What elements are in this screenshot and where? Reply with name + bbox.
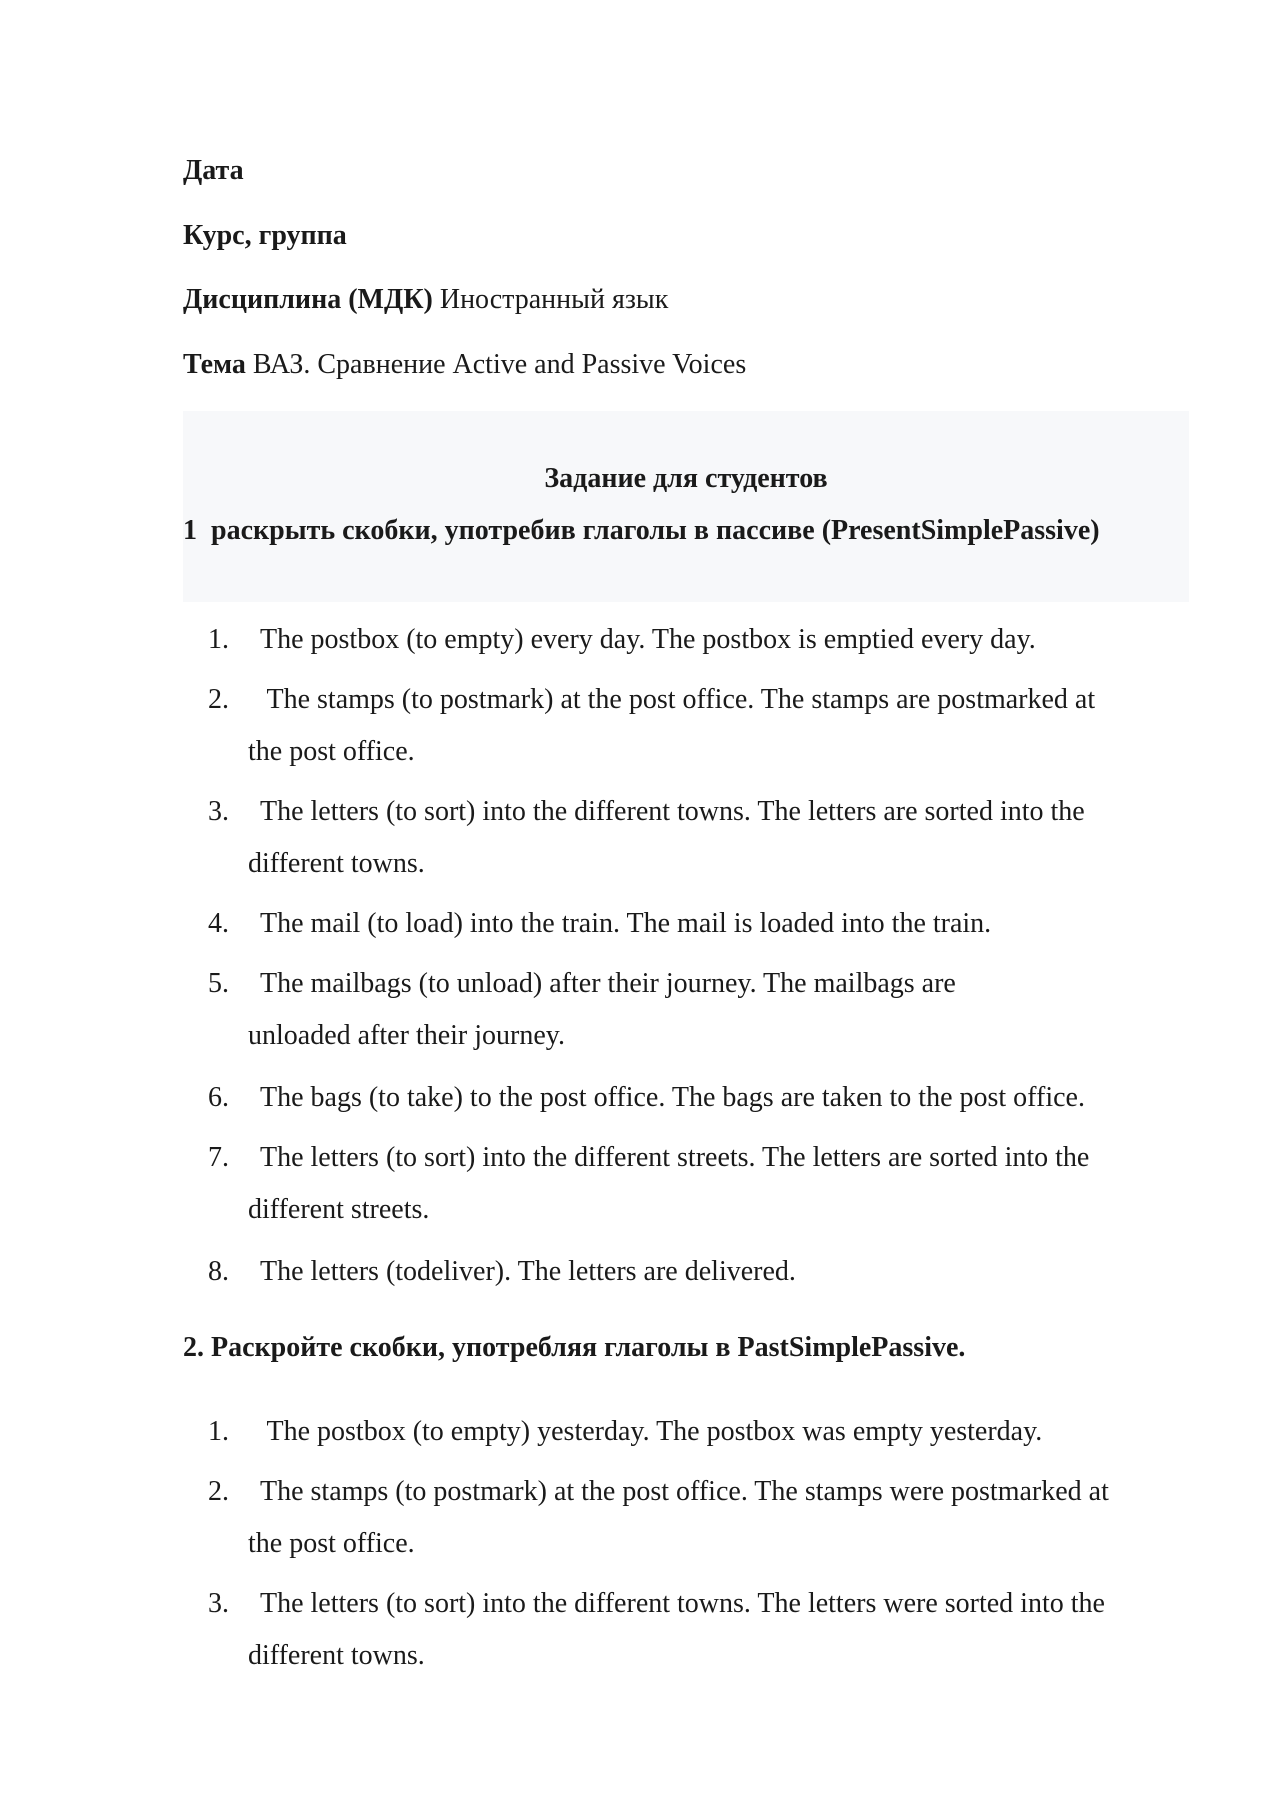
- list1-item-8: [208, 1246, 1188, 1298]
- discipline-label: Дисциплина (МДК): [183, 284, 433, 315]
- topic-value: ВАЗ. Сравнение Active and Passive Voices: [252, 349, 747, 380]
- list1-item-4: [208, 898, 1188, 950]
- list1-item-number: 1.: [208, 624, 229, 655]
- list1-item-number: 8.: [208, 1256, 229, 1287]
- course-label: Курс, группа: [183, 220, 347, 251]
- list2-item-1: [208, 1406, 1188, 1458]
- list2-item-number: 3.: [208, 1588, 229, 1619]
- task-title: Задание для студентов: [544, 463, 828, 494]
- list2-item-number: 2.: [208, 1476, 229, 1507]
- list1-item-number: 3.: [208, 796, 229, 827]
- list1-item-continuation: the post office.: [248, 736, 415, 767]
- list1-item-text: The letters (todeliver). The letters are delivered.: [260, 1256, 796, 1287]
- list2-item-text: The stamps (to postmark) at the post office. The stamps were postmarked at: [260, 1476, 1109, 1507]
- list2-item-number: 1.: [208, 1416, 229, 1447]
- list1-item-text: The mail (to load) into the train. The mail is loaded into the train.: [260, 908, 992, 939]
- section2-heading: 2. Раскройте скобки, употребляя глаголы в PastSimplePassive.: [183, 1332, 966, 1363]
- list1-item-text: The postbox (to empty) every day. The postbox is emptied every day.: [260, 624, 1036, 655]
- task-instruction-text: раскрыть скобки, употребив глаголы в пассиве (PresentSimplePassive): [211, 515, 1100, 546]
- list1-item-text: The letters (to sort) into the different streets. The letters are sorted into the: [260, 1142, 1090, 1173]
- task-instruction: [183, 513, 1100, 549]
- list1-item-number: 2.: [208, 684, 229, 715]
- list2-item-3: [208, 1578, 1188, 1682]
- list1-item-6: [208, 1072, 1188, 1124]
- topic-line: [183, 347, 746, 383]
- course-line: [183, 218, 347, 254]
- discipline-value: Иностранный язык: [439, 284, 669, 315]
- list2-item-2: [208, 1466, 1188, 1570]
- list1-item-5: [208, 958, 1188, 1062]
- list1-item-number: 6.: [208, 1082, 229, 1113]
- date-line: [183, 153, 244, 189]
- list1-item-number: 7.: [208, 1142, 229, 1173]
- list2-item-continuation: the post office.: [248, 1528, 415, 1559]
- list1-item-text: The bags (to take) to the post office. The bags are taken to the post office.: [260, 1082, 1085, 1113]
- list1-item-continuation: different towns.: [248, 848, 425, 879]
- list1-item-text: The mailbags (to unload) after their journey. The mailbags are: [260, 968, 956, 999]
- list1-item-2: [208, 674, 1188, 778]
- list1-item-1: [208, 614, 1188, 666]
- list2-item-text: The postbox (to empty) yesterday. The postbox was empty yesterday.: [260, 1416, 1043, 1447]
- list2-item-text: The letters (to sort) into the different towns. The letters were sorted into the: [260, 1588, 1105, 1619]
- list1-item-7: [208, 1132, 1188, 1236]
- list1-item-number: 4.: [208, 908, 229, 939]
- date-label: Дата: [183, 155, 244, 186]
- list1-item-continuation: unloaded after their journey.: [248, 1020, 565, 1051]
- list1-item-text: The letters (to sort) into the different towns. The letters are sorted into the: [260, 796, 1085, 827]
- topic-label: Тема: [183, 349, 246, 380]
- list1-item-number: 5.: [208, 968, 229, 999]
- list1-item-continuation: different streets.: [248, 1194, 430, 1225]
- discipline-line: [183, 282, 668, 318]
- list2-item-continuation: different towns.: [248, 1640, 425, 1671]
- task-box: [183, 411, 1189, 602]
- list1-item-3: [208, 786, 1188, 890]
- task-number: 1: [183, 515, 197, 546]
- list1-item-text: The stamps (to postmark) at the post office. The stamps are postmarked at: [260, 684, 1096, 715]
